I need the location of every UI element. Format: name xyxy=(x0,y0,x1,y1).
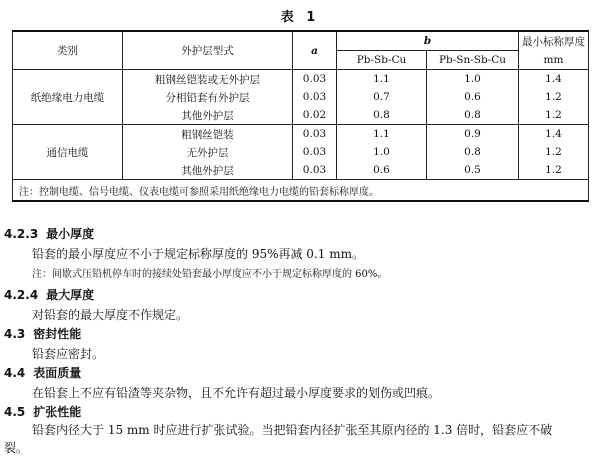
a-cell: 0.03 xyxy=(293,143,337,161)
section-4-5-text-line-1: 铅套内径大于 15 mm 时应进行扩张试验。当把铅套内径扩张至其原内径的 1.3 倍时，铅套应不破 xyxy=(32,423,553,437)
thickness-table xyxy=(12,30,589,202)
table-header-row-1 xyxy=(13,31,589,51)
table-row xyxy=(13,70,589,89)
header-sheath-type: 外护层型式 xyxy=(123,31,293,70)
min-thickness-cell: 1.4 xyxy=(519,70,589,89)
b2-cell: 0.6 xyxy=(427,88,519,106)
sheath-type-cell: 其他外护层 xyxy=(123,106,293,125)
b2-cell: 0.5 xyxy=(427,161,519,180)
section-4-4-heading xyxy=(4,364,81,381)
section-title: 最小厚度 xyxy=(46,227,95,241)
b2-cell: 1.0 xyxy=(427,70,519,89)
min-thickness-cell: 1.2 xyxy=(519,143,589,161)
section-4-4-text: 在铅套上不应有铅渣等夹杂物，且不允许有超过最小厚度要求的划伤或凹痕。 xyxy=(32,386,441,400)
sheath-type-cell: 其他外护层 xyxy=(123,161,293,180)
b1-cell: 1.0 xyxy=(337,143,427,161)
b1-cell: 1.1 xyxy=(337,70,427,89)
min-thickness-cell: 1.2 xyxy=(519,88,589,106)
a-cell: 0.03 xyxy=(293,125,337,144)
section-4-5-heading xyxy=(4,403,81,420)
header-category: 类别 xyxy=(13,31,123,70)
section-number: 4.2.3 xyxy=(4,227,39,241)
sheath-type-cell: 粗钢丝铠装 xyxy=(123,125,293,144)
b2-cell: 0.8 xyxy=(427,106,519,125)
section-number: 4.4 xyxy=(4,366,26,380)
section-title: 表面质量 xyxy=(33,366,82,380)
a-cell: 0.03 xyxy=(293,161,337,180)
header-b-pb-sn-sb-cu: Pb-Sn-Sb-Cu xyxy=(427,51,519,70)
table-caption: 表 1 xyxy=(280,10,320,25)
section-number: 4.5 xyxy=(4,405,26,419)
table-note: 注：控制电缆、信号电缆、仪表电缆可参照采用纸绝缘电力电缆的铅套标称厚度。 xyxy=(13,180,589,202)
section-4-2-4-heading xyxy=(4,286,94,303)
a-cell: 0.02 xyxy=(293,106,337,125)
table-note-row xyxy=(13,180,589,202)
b1-cell: 1.1 xyxy=(337,125,427,144)
section-4-2-4-text: 对铅套的最大厚度不作规定。 xyxy=(32,308,189,322)
b1-cell: 0.7 xyxy=(337,88,427,106)
min-thickness-cell: 1.4 xyxy=(519,125,589,144)
section-4-3-text: 铅套应密封。 xyxy=(32,347,105,361)
sheath-type-cell: 无外护层 xyxy=(123,143,293,161)
header-min-thickness: 最小标称厚度 xyxy=(519,31,589,51)
section-4-5-text-line-2: 裂。 xyxy=(4,441,29,455)
table-row xyxy=(13,125,589,144)
section-title: 密封性能 xyxy=(33,327,82,341)
sheath-type-cell: 粗钢丝铠装或无外护层 xyxy=(123,70,293,89)
a-cell: 0.03 xyxy=(293,88,337,106)
category-cell: 纸绝缘电力电缆 xyxy=(13,70,123,125)
section-title: 扩张性能 xyxy=(33,405,82,419)
section-title: 最大厚度 xyxy=(46,288,95,302)
header-b-pb-sb-cu: Pb-Sb-Cu xyxy=(337,51,427,70)
header-a: a xyxy=(293,31,337,70)
min-thickness-cell: 1.2 xyxy=(519,161,589,180)
section-4-2-3-text: 铅套的最小厚度应不小于规定标称厚度的 95%再减 0.1 mm。 xyxy=(32,247,364,261)
b1-cell: 0.6 xyxy=(337,161,427,180)
section-number: 4.2.4 xyxy=(4,288,39,302)
header-min-thickness-unit: mm xyxy=(519,51,589,70)
section-4-2-3-note: 注：间歇式压铅机停车时的接续处铅套最小厚度应不小于规定标称厚度的 60%。 xyxy=(32,269,388,280)
header-b: b xyxy=(337,31,519,51)
sheath-type-cell: 分相铅套有外护层 xyxy=(123,88,293,106)
section-number: 4.3 xyxy=(4,327,26,341)
section-4-3-heading xyxy=(4,325,81,342)
a-cell: 0.03 xyxy=(293,70,337,89)
section-4-2-3-heading xyxy=(4,225,94,242)
b2-cell: 0.9 xyxy=(427,125,519,144)
b2-cell: 0.8 xyxy=(427,143,519,161)
b1-cell: 0.8 xyxy=(337,106,427,125)
section-4-5-text xyxy=(4,421,596,457)
min-thickness-cell: 1.2 xyxy=(519,106,589,125)
category-cell: 通信电缆 xyxy=(13,125,123,180)
